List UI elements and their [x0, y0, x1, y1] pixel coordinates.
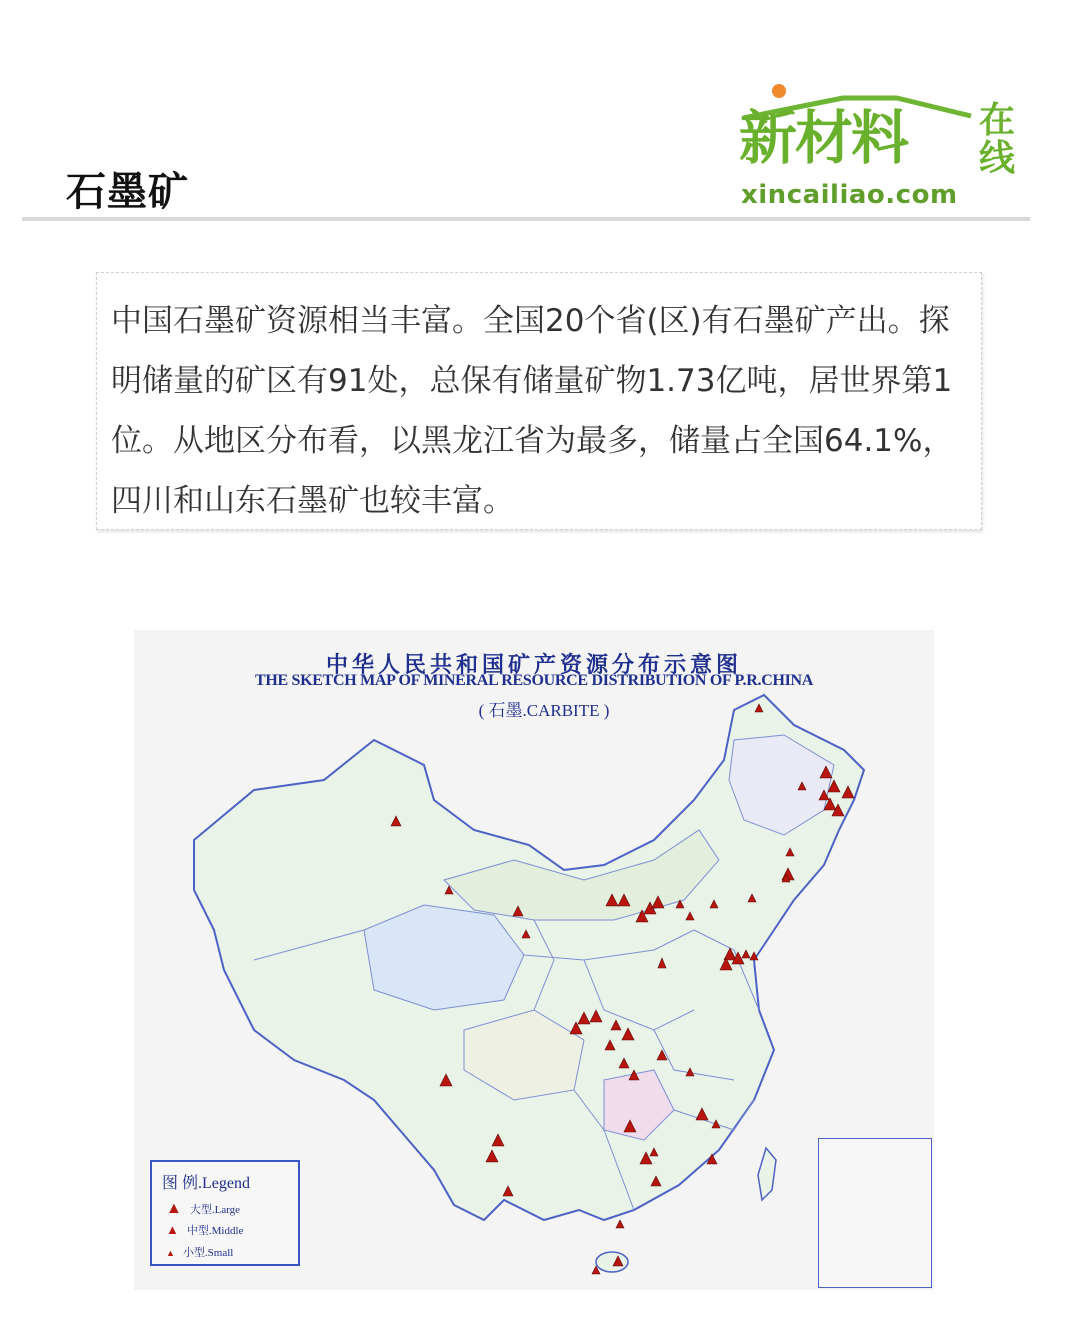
logo-main-text: 新材料: [739, 104, 908, 172]
intro-box: [96, 272, 982, 530]
small-triangle-icon: ▲: [166, 1248, 175, 1258]
map-title-cn: 中华人民共和国矿产资源分布示意图: [325, 653, 742, 678]
map-legend: [150, 1160, 300, 1266]
legend-label: 小型.Small: [182, 1247, 234, 1259]
hainan-island: [596, 1252, 628, 1272]
mineral-map: [134, 630, 934, 1290]
intro-text: 中国石墨矿资源相当丰富。全国20个省(区)有石墨矿产出。探明储量的矿区有91处，总保有储量矿物1.73亿吨，居世界第1位。从地区分布看，以黑龙江省为最多，储量占全国64.1%，四川和山东石墨矿也较丰富。: [111, 303, 954, 519]
logo-side-text: 在线: [979, 100, 1016, 179]
map-subtitle: ( 石墨.CARBITE ): [478, 701, 610, 720]
header: [0, 0, 1080, 230]
map-title-en: THE SKETCH MAP OF MINERAL RESOURCE DISTRIBUTION OF P.R.CHINA: [254, 672, 814, 689]
legend-item-large: [166, 1200, 240, 1218]
title-divider: [22, 217, 1030, 221]
legend-item-middle: [166, 1222, 243, 1238]
site-logo[interactable]: [735, 80, 1035, 212]
page-title: 石墨矿: [66, 169, 189, 215]
taiwan-island: [758, 1148, 776, 1200]
legend-title: 图 例.Legend: [162, 1175, 250, 1192]
middle-triangle-icon: ▲: [166, 1222, 179, 1237]
legend-label: 大型.Large: [189, 1204, 241, 1216]
legend-label: 中型.Middle: [186, 1225, 244, 1237]
large-triangle-icon: ▲: [166, 1200, 182, 1217]
logo-url: xincailiao.com: [741, 180, 958, 210]
south-china-sea-inset: [818, 1138, 932, 1288]
legend-item-small: [166, 1244, 233, 1260]
